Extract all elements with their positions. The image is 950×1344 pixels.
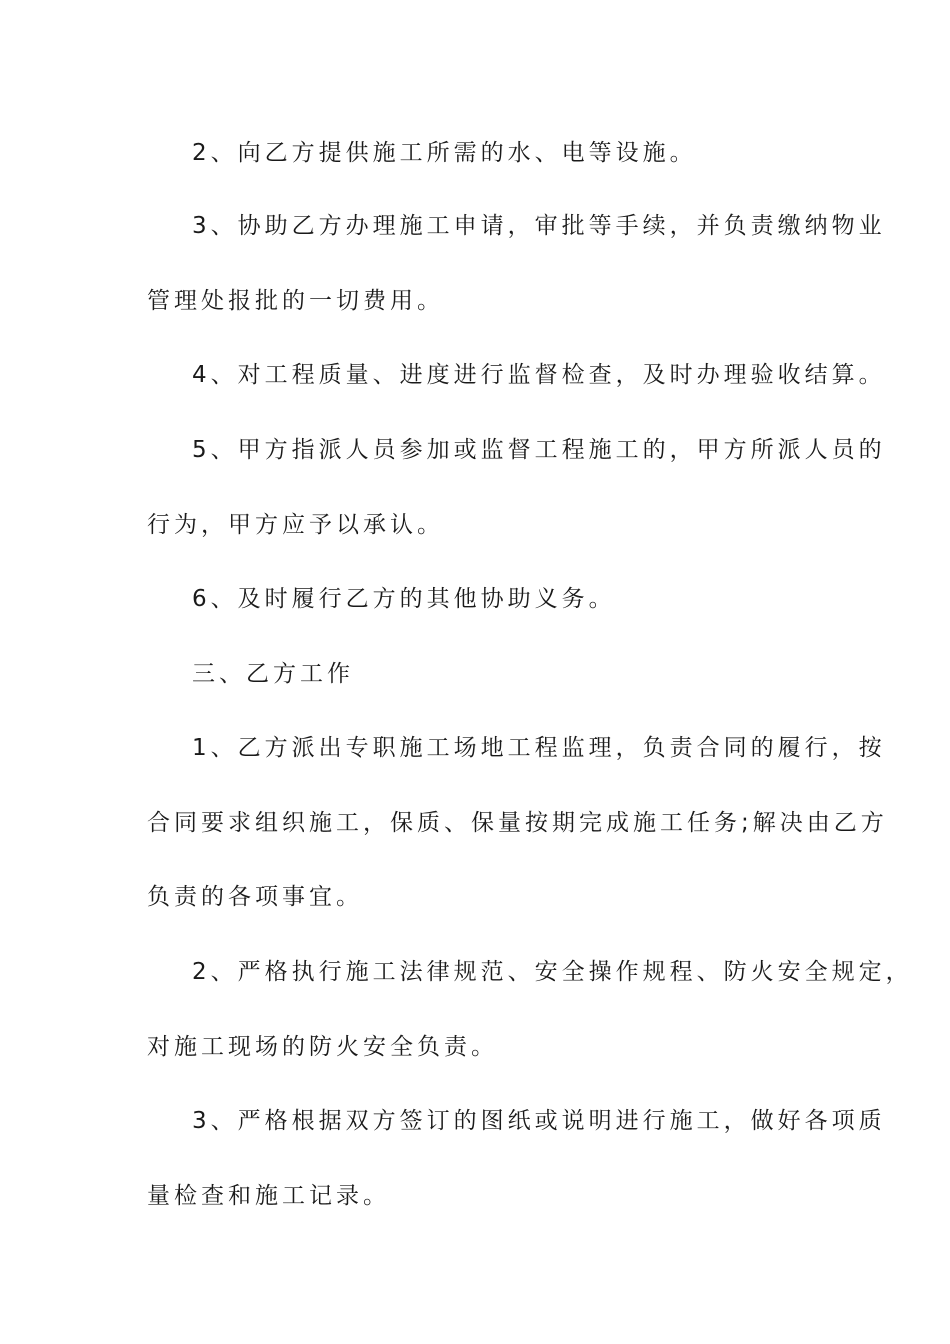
paragraph-line: 行为，甲方应予以承认。 (147, 512, 444, 538)
paragraph-line: 6、及时履行乙方的其他协助义务。 (192, 586, 616, 612)
paragraph-line: 1、乙方派出专职施工场地工程监理，负责合同的履行，按 (192, 735, 886, 761)
section-heading: 三、乙方工作 (192, 661, 354, 687)
paragraph-line: 量检查和施工记录。 (147, 1183, 390, 1209)
paragraph-line: 负责的各项事宜。 (147, 884, 363, 910)
paragraph-line: 3、严格根据双方签订的图纸或说明进行施工，做好各项质 (192, 1108, 886, 1134)
paragraph-line: 5、甲方指派人员参加或监督工程施工的，甲方所派人员的 (192, 437, 886, 463)
paragraph-line: 对施工现场的防火安全负责。 (147, 1034, 498, 1060)
paragraph-line: 合同要求组织施工，保质、保量按期完成施工任务;解决由乙方 (147, 810, 888, 836)
paragraph-line: 2、严格执行施工法律规范、安全操作规程、防火安全规定， (192, 959, 913, 985)
paragraph-line: 3、协助乙方办理施工申请，审批等手续，并负责缴纳物业 (192, 213, 886, 239)
paragraph-line: 管理处报批的一切费用。 (147, 288, 444, 314)
paragraph-line: 2、向乙方提供施工所需的水、电等设施。 (192, 140, 697, 166)
paragraph-line: 4、对工程质量、进度进行监督检查，及时办理验收结算。 (192, 362, 886, 388)
